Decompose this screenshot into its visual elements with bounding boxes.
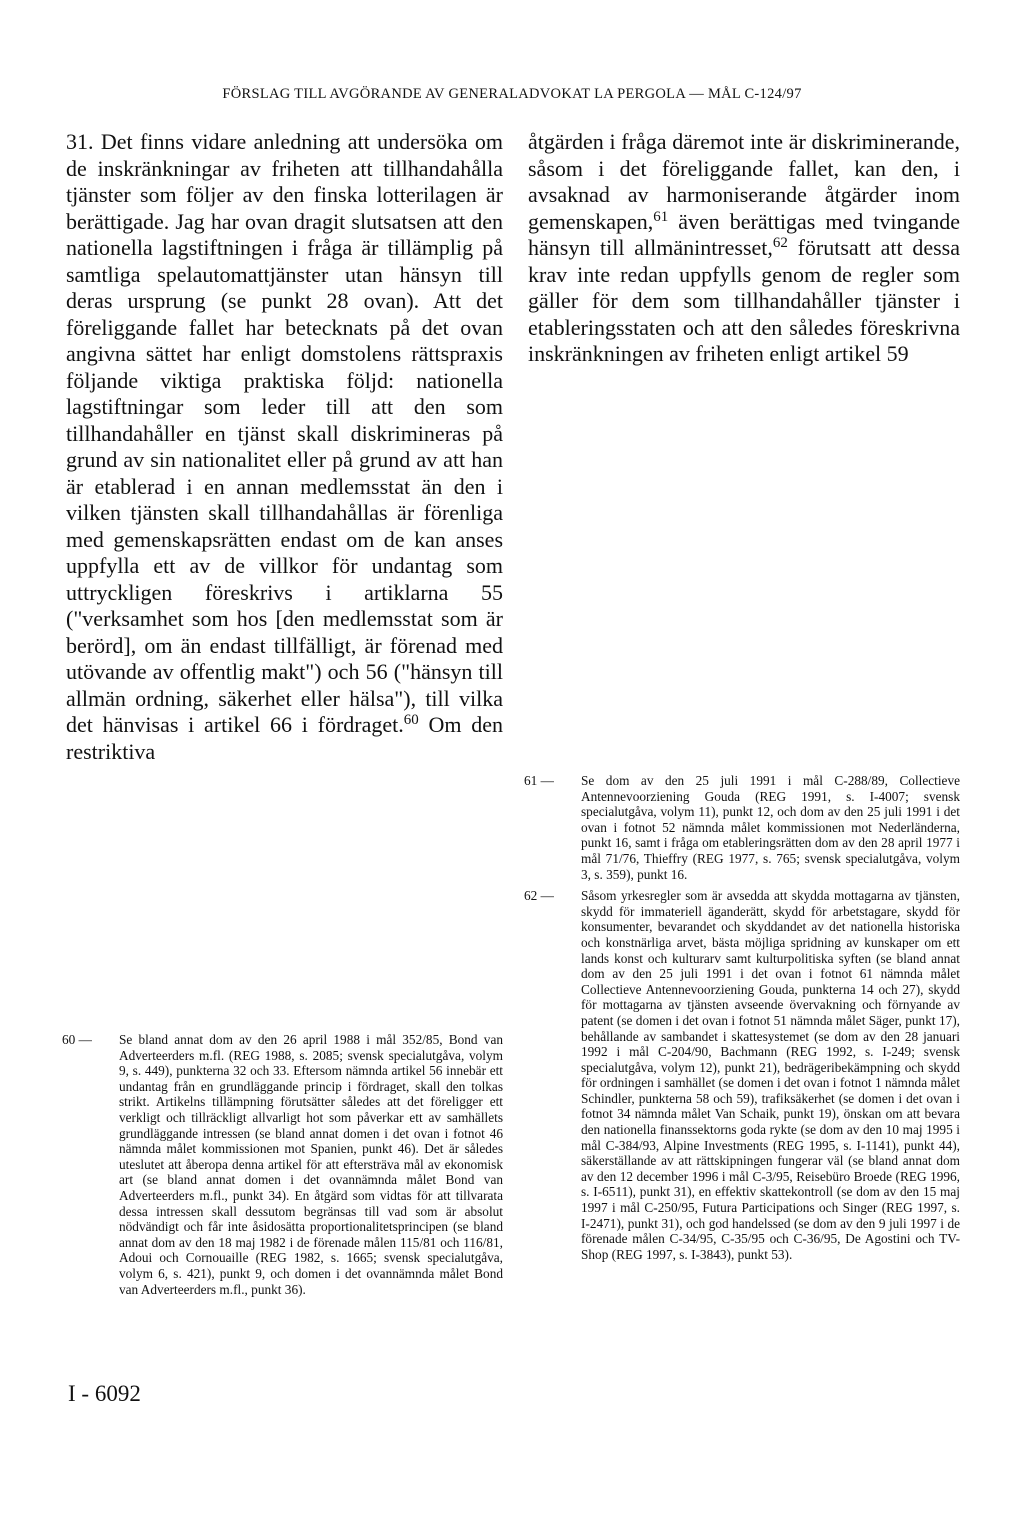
paragraph-31-right-column [528,129,960,368]
footnote-number: 61 — [524,773,554,788]
footnote-ref-61: 61 [653,208,669,225]
footnote-60 [62,1032,503,1297]
footnote-text: Se dom av den 25 juli 1991 i mål C-288/89, Collectieve Antennevoorziening Gouda (REG 1991, s. I-4007; svensk specialutgåva, volym 11), punkt 12, och dom av den 25 juli 1991 i det ovan i fotnot 52 nämnda målet kommissionen mot Nederländerna, punkt 16, samt i fråga om etableringsrätten dom av den 28 april 1977 i mål 71/76, Thieffry (REG 1977, s. 765; svensk specialutgåva, volym 3, s. 359), punkt 16. [581,773,960,882]
running-header: FÖRSLAG TILL AVGÖRANDE AV GENERALADVOKAT LA PERGOLA — MÅL C-124/97 [222,86,802,102]
paragraph-text: förutsatt att dessa krav inte redan uppfylls genom de regler som gäller för dem som tillhandahåller tjänster i etableringsstaten och att den således föreskrivna inskränkningen av friheten enligt artikel 59 [528,235,960,366]
paragraph-text: 31. Det finns vidare anledning att undersöka om de inskränkningar av friheten att tillhandahålla tjänster som följer av den finska lotterilagen är berättigade. Jag har ovan dragit slutsatsen att den nationella lagstiftningen i fråga är tillämplig på samtliga spelautomattjänster utan hänsyn till deras ursprung (se punkt 28 ovan). Att det föreliggande fallet har betecknats på det ovan angivna sättet har enligt domstolens rättspraxis följande viktiga praktiska följd: nationella lagstiftningar som leder till att den som tillhandahåller en tjänst skall diskrimineras på grund av sin nationalitet eller på grund av att han är etablerad i en annan medlemsstat än den i vilken tjänsten skall tillhandahållas är förenliga med gemenskapsrätten endast om de kan anses uppfylla ett av de villkor för undantag som uttryckligen föreskrivs i artiklarna 55 ("verksamhet som hos [den medlemsstat som är berörd], om än endast tillfälligt, är förenad med utövande av offentlig makt") och 56 ("hänsyn till allmän ordning, säkerhet eller hälsa"), till vilka det hänvisas i artikel 66 i fördraget. [66,129,503,737]
footnote-text: Såsom yrkesregler som är avsedda att skydda mottagarna av tjänsten, skydd för immateriell äganderätt, skydd för arbetstagare, skydd för konsumenter, bevarandet och skyddandet av det nationella historiska och konstnärliga arvet, bästa möjliga spridning av kunskaper om ett lands konst och kulturarv samt kulturpolitiska syften (se bland annat dom av den 25 juli 1991 i det ovan i fotnot 61 nämnda målet Collectieve Antennevoorziening Gouda, punkterna 14 och 27), skydd för mottagarna av tjänsten avseende övervakning och förnyande av patent (se domen i det ovan i fotnot 51 nämnda målet Säger, punkt 17), behållande av sambandet i skattesystemet (se dom av den 28 januari 1992 i mål C-204/90, Bachmann (REG 1992, s. I-249; svensk specialutgåva, volym 12), punkt 21), bedrägeribekämpning och skydd för ordningen i samhället (se domen i det ovan i fotnot 1 nämnda målet Schindler, punkterna 58 och 59), trafiksäkerhet (se domen i det ovan i fotnot 34 nämnda målet Van Schaik, punkt 19), önskan om att bevara den nationella finanssektorns goda rykte (se dom av den 10 maj 1995 i mål C-384/93, Alpine Investments (REG 1995, s. I-1141), punkt 44), säkerställande av att rättskipningen fungerar väl (se bland annat dom av den 12 december 1996 i mål C-3/95, Reisebüro Broede (REG 1996, s. I-6511), punkt 31), en effektiv skattekontroll (se dom av den 15 maj 1997 i mål C-250/95, Futura Participations och Singer (REG 1997, s. I-2471), punkt 31), och god handelssed (se dom av den 9 juli 1997 i de förenade målen C-34/95, C-35/95 och C-36/95, De Agostini och TV-Shop (REG 1997, s. I-3843), punkt 53). [581,888,960,1262]
paragraph-text: Om den restriktiva [66,712,503,764]
paragraph-text: även berättigas med tvingande hänsyn till allmänintresset, [528,208,960,260]
footnote-61 [524,773,960,882]
footnote-62 [524,888,960,1262]
paragraph-31-left-column [66,129,503,765]
footnote-ref-62: 62 [772,234,788,251]
footnote-ref-60: 60 [403,711,419,728]
footnote-text: Se bland annat dom av den 26 april 1988 i mål 352/85, Bond van Adverteerders m.fl. (REG 1988, s. 2085; svensk specialutgåva, volym 9, s. 449), punkterna 32 och 33. Eftersom nämnda artikel 56 innebär ett undantag från en grundläggande princip i fördraget, skall den tolkas strikt. Artikelns tillämpning förutsätter således att det föreligger ett verkligt och tillräckligt allvarligt hot som påverkar ett av samhällets grundläggande intressen (se bland annat domen i det ovan i fotnot 46 nämnda målet kommissionen mot Spanien, punkt 46). Det är således uteslutet att åberopa denna artikel för att eftersträva mål av ekonomisk art (se bland annat domen i det ovannämnda målet Bond van Adverteerders m.fl., punkt 34). En åtgärd som vidtas för att tillvarata dessa intressen skall dessutom begränsas till vad som är absolut nödvändigt och får inte åsidosätta proportionalitetsprincipen (se bland annat dom av den 18 maj 1982 i de förenade målen 115/81 och 116/81, Adoui och Cornouaille (REG 1982, s. 1665; svensk specialutgåva, volym 6, s. 421), punkt 9, och domen i det ovannämnda målet Bond van Adverteerders m.fl., punkt 36). [119,1032,503,1297]
footnotes-left-column [62,1032,503,1303]
footnote-number: 60 — [62,1032,92,1047]
footnote-number: 62 — [524,888,554,904]
footnotes-right-column [524,773,960,1268]
page-number: I - 6092 [68,1381,141,1406]
paragraph-text: åtgärden i fråga däremot inte är diskriminerande, såsom i det föreliggande fallet, kan den, i avsaknad av harmoniserande åtgärder inom gemenskapen, [528,129,960,234]
